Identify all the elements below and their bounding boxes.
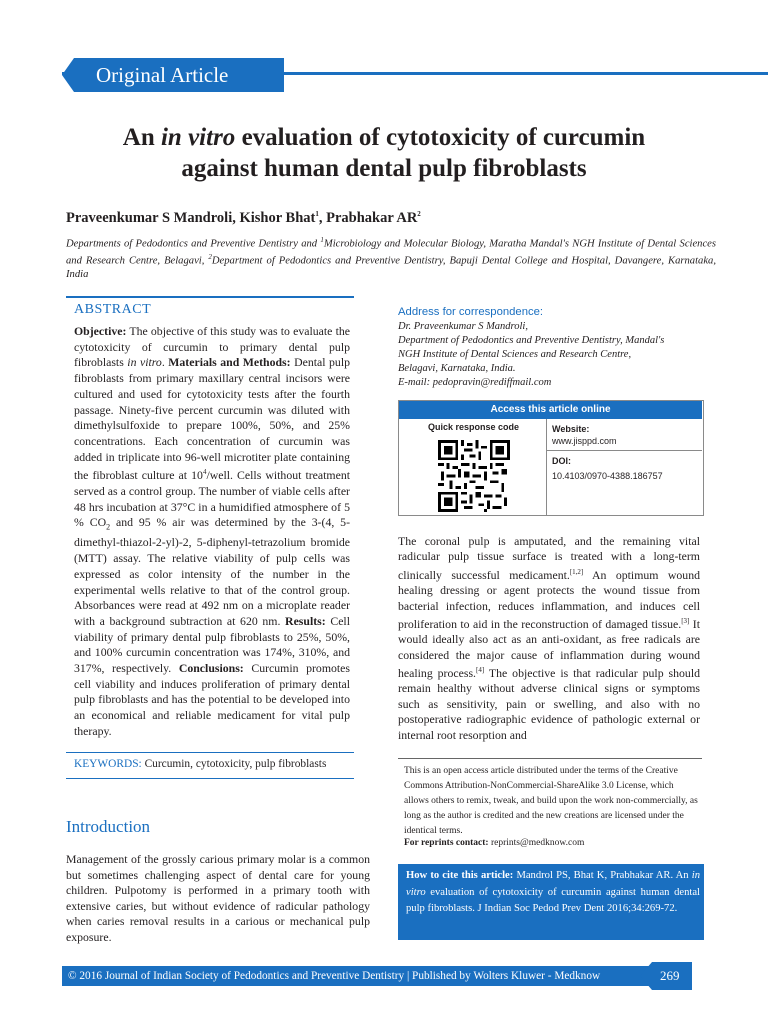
- correspondence-email[interactable]: E-mail: pedopravin@rediffmail.com: [398, 377, 552, 388]
- affiliations: [66, 234, 716, 282]
- citation-ref[interactable]: [4]: [476, 666, 485, 675]
- body-text-part: The coronal pulp is amputated, and the remaining vital radicular pulp tissue surface is treated with a long-term clinically successful medicament.: [398, 534, 700, 582]
- correspondence-line: NGH Institute of Dental Sciences and Research Centre,: [398, 349, 632, 360]
- website-link[interactable]: www.jisppd.com: [552, 436, 617, 446]
- authors-part1: Praveenkumar S Mandroli, Kishor Bhat: [66, 210, 316, 226]
- citation-label: How to cite this article:: [406, 870, 514, 881]
- results-text: Cell viability of primary dental pulp fibroblasts to 25%, 50%, and 100% curcumin concentration was 174%, 310%, and 317%, respectively.: [74, 613, 350, 676]
- keywords-label: KEYWORDS:: [74, 758, 142, 770]
- citation-text: [406, 868, 700, 918]
- correspondence-heading: Address for correspondence:: [398, 306, 544, 318]
- footer-text: © 2016 Journal of Indian Society of Pedodontics and Preventive Dentistry | Published by Wolters Kluwer - Medknow: [68, 970, 601, 982]
- affil-sup1: 1: [320, 236, 324, 244]
- article-title: [40, 122, 728, 184]
- title-line2: against human dental pulp fibroblasts: [181, 155, 587, 182]
- methods-text-1: Dental pulp fibroblasts from primary maxillary central incisors were cultured and used for cytotoxicity tests after the fourth passage. Ninety-five percent curcumin was diluted with dimethylsulfoxide to prepare 100%, 50%, and 25% concentrations. Each concentration of curcumin was added in triplicate into 96-well microtiter plate containing the fibroblast culture at 10: [74, 355, 350, 483]
- citation-part: Mandrol PS, Bhat K, Prabhakar AR. An: [513, 870, 692, 881]
- access-box-heading: Access this article online: [399, 401, 702, 419]
- title-line1-rest: evaluation of cytotoxicity of curcumin: [235, 124, 646, 151]
- keywords-top-rule: [66, 752, 354, 753]
- introduction-heading: Introduction: [66, 817, 151, 836]
- objective-label: Objective:: [74, 324, 127, 338]
- author-sup1: 1: [315, 210, 319, 219]
- period: .: [161, 355, 169, 370]
- conclusions-label: Conclusions:: [178, 661, 244, 676]
- citation-ref[interactable]: [1,2]: [569, 567, 584, 576]
- methods-text-3: and 95 % air was determined by the 3-(4, 5-dimethyl-thiazol-2-yl)-2, 5-diphenyl-tetrazolium bromide (MTT) assay. The relative viability of pulp cells was expressed as color intensity of the number in the experimental wells relative to that of the control group. Absorbances were read at 492 nm on a microplate reader with a background subtraction at 620 nm.: [74, 515, 350, 628]
- correspondence-line: Belagavi, Karnataka, India.: [398, 363, 516, 374]
- reprints-email[interactable]: reprints@medknow.com: [488, 838, 585, 848]
- abstract-top-rule: [66, 296, 354, 298]
- website-label: Website:: [552, 424, 590, 434]
- reprints-label: For reprints contact:: [404, 838, 489, 848]
- qr-code-icon[interactable]: [438, 440, 510, 512]
- qr-label: Quick response code: [428, 422, 520, 432]
- affil-part1: Departments of Pedodontics and Preventive Dentistry and: [66, 238, 321, 250]
- keywords-bottom-rule: [66, 778, 354, 779]
- in-vitro-italic: in vitro: [127, 355, 162, 370]
- abstract-heading: ABSTRACT: [74, 302, 152, 317]
- abstract-body: [74, 324, 350, 740]
- body-text-right: [398, 534, 700, 743]
- keywords: [74, 758, 354, 770]
- reprints-contact: [404, 838, 700, 848]
- doi-label: DOI:: [552, 456, 571, 466]
- authors-part2: , Prabhakar AR: [318, 210, 418, 226]
- introduction-text: Management of the grossly carious primary molar is a common but sometimes challenging aspect of dental care for young children. Pulpotomy is performed in a primary tooth with extensive caries, but without evidence of radicular pathology when caries removal results in a carious or mechanical pulp exposure.: [66, 852, 370, 944]
- section-label: Original Article: [96, 63, 229, 87]
- citation-italic: in vitro: [406, 870, 701, 898]
- doi-link[interactable]: 10.4103/0970-4388.186757: [552, 471, 663, 481]
- affil-part2: Microbiology and Molecular Biology, Maratha Mandal's NGH Institute of Dental Sciences and Research Centre, Belagavi,: [66, 238, 716, 267]
- subscript: 2: [106, 522, 111, 532]
- conclusions-text: Curcumin promotes cell viability and induces proliferation of primary dental pulp fibroblasts and has the potential to be developed into an economical and reliable medicament for vital pulp therapy.: [74, 661, 350, 738]
- citation-part: evaluation of cytotoxicity of curcumin against human dental pulp fibroblasts. J Indian Soc Pedod Prev Dent 2016;34:269-72.: [406, 886, 700, 914]
- open-access-notice: This is an open access article distributed under the terms of the Creative Commons Attribution-NonCommercial-ShareAlike 3.0 License, which allows others to remix, tweak, and build upon the work non-commercially, as long as the author is credited and the new creations are licensed under the identical terms.: [404, 766, 698, 836]
- body-text-part: An optimum wound healing dressing or agent protects the wound tissue from bacterial infection, reduces inflammation, and induces cell proliferation to aid in the reconstruction of damaged tissue.: [398, 567, 700, 631]
- affil-part3: Department of Pedodontics and Preventive Dentistry, Bapuji Dental College and Hospital, Davangere, Karnataka, India: [66, 255, 716, 281]
- access-box-divider: [546, 450, 702, 451]
- objective-text: The objective of this study was to evaluate the cytotoxicity of curcumin to primary dental pulp fibroblasts: [74, 324, 350, 370]
- author-list: [66, 210, 726, 227]
- correspondence-line: Dr. Praveenkumar S Mandroli,: [398, 321, 528, 332]
- correspondence-line: Department of Pedodontics and Preventive Dentistry, Mandal's: [398, 335, 665, 346]
- affil-sup2: 2: [208, 253, 212, 262]
- citation-ref[interactable]: [3]: [681, 616, 690, 625]
- title-prefix: An: [122, 124, 161, 151]
- methods-label: Materials and Methods:: [168, 355, 291, 370]
- author-sup2: 2: [417, 210, 421, 219]
- page-number: 269: [660, 968, 680, 983]
- body-text-part: It would ideally also act as an anti-oxidant, as free radicals are considered the major cause of inflammation during wound healing process.: [398, 616, 700, 681]
- title-italic: in vitro: [160, 124, 236, 151]
- results-label: Results:: [285, 613, 326, 628]
- methods-text-2: /well. Cells without treatment served as a control group. The number of viable cells after 48 hrs incubation at 37°C in a humidified atmosphere of 5 % CO: [74, 468, 350, 530]
- exponent: 4: [202, 468, 207, 477]
- access-box-divider: [546, 419, 547, 515]
- open-access-rule: [398, 758, 702, 759]
- body-text-part: The objective is that radicular pulp should remain healthy without adverse clinical signs or symptoms such as sensitivity, pain or swelling, and also with no postoperative radiographic evidence of pathologic external or internal root resorption and: [398, 666, 700, 742]
- keywords-text: Curcumin, cytotoxicity, pulp fibroblasts: [141, 758, 327, 770]
